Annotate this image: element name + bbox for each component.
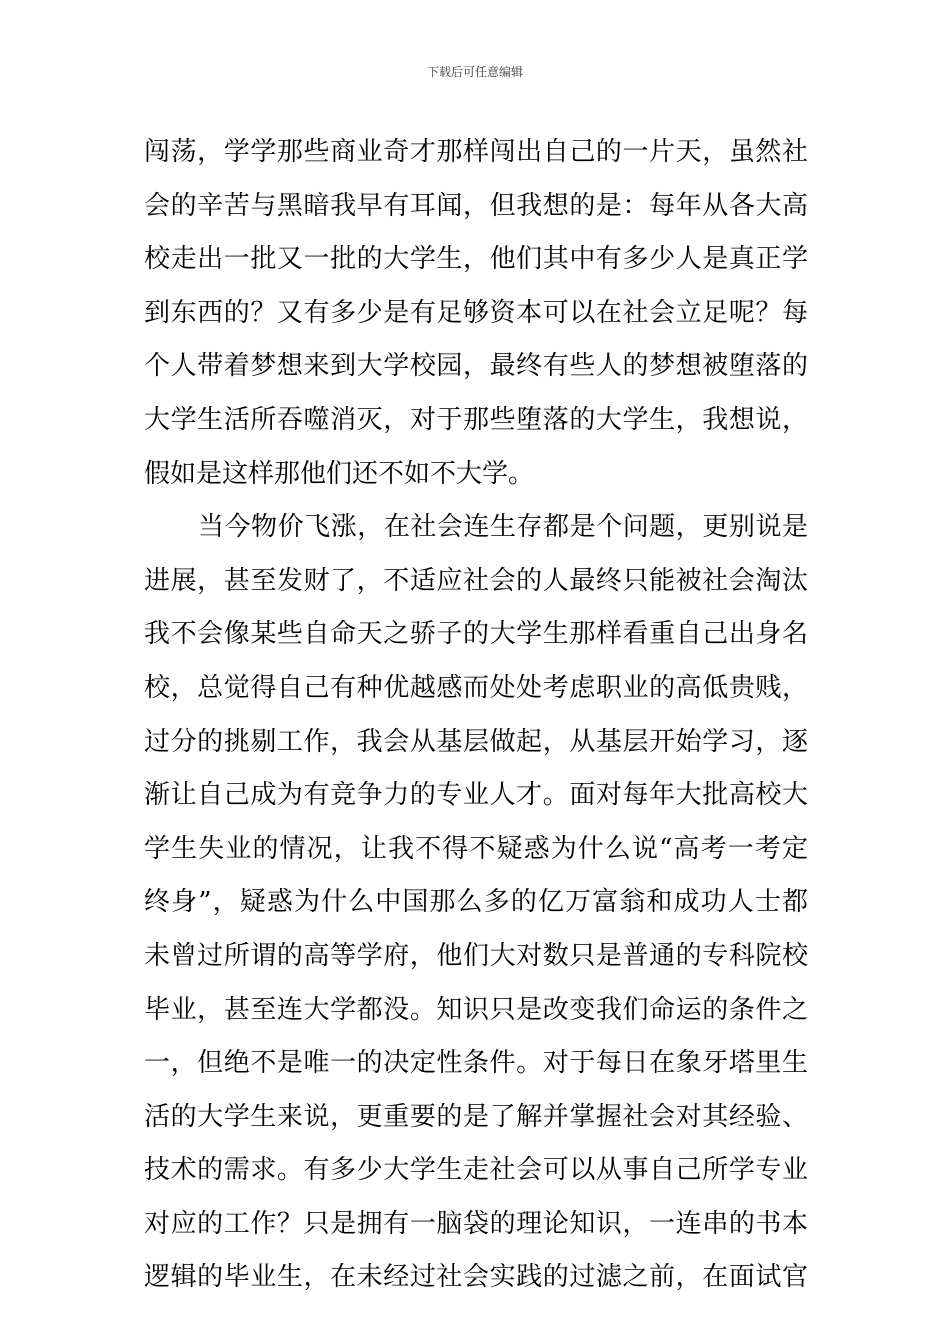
text-line: 未曾过所谓的高等学府，他们大对数只是普通的专科院校 (144, 940, 808, 971)
text-line: 过分的挑剔工作，我会从基层做起，从基层开始学习，逐 (144, 726, 808, 757)
text-line: 技术的需求。有多少大学生走社会可以从事自己所学专业 (144, 1155, 808, 1186)
text-line: 毕业，甚至连大学都没。知识只是改变我们命运的条件之 (144, 994, 808, 1025)
text-line: 活的大学生来说，更重要的是了解并掌握社会对其经验、 (144, 1101, 808, 1132)
text-line: 渐让自己成为有竞争力的专业人才。面对每年大批高校大 (144, 780, 808, 811)
text-line: 学生失业的情况，让我不得不疑惑为什么说“高考一考定 (144, 833, 808, 864)
paragraph-end-line: 假如是这样那他们还不如不大学。 (144, 458, 535, 489)
text-line: 闯荡，学学那些商业奇才那样闯出自己的一片天，虽然社 (144, 137, 808, 167)
text-line: 校，总觉得自己有种优越感而处处考虑职业的高低贵贱， (144, 672, 808, 703)
text-line: 逻辑的毕业生，在未经过社会实践的过滤之前，在面试官 (144, 1262, 808, 1293)
text-line: 进展，甚至发财了，不适应社会的人最终只能被社会淘汰 (144, 565, 808, 596)
text-line: 校走出一批又一批的大学生，他们其中有多少人是真正学 (144, 244, 808, 275)
paragraph-start-line: 当今物价飞涨，在社会连生存都是个问题，更别说是 (198, 512, 808, 543)
text-line: 终身”，疑惑为什么中国那么多的亿万富翁和成功人士都 (144, 887, 808, 918)
body-text (144, 126, 808, 1305)
text-line: 一，但绝不是唯一的决定性条件。对于每日在象牙塔里生 (144, 1048, 808, 1079)
text-line: 大学生活所吞噬消灭，对于那些堕落的大学生，我想说， (144, 404, 808, 435)
header-note: 下载后可任意编辑 (426, 65, 523, 79)
text-line: 到东西的？又有多少是有足够资本可以在社会立足呢？每 (144, 297, 808, 328)
text-line: 个人带着梦想来到大学校园，最终有些人的梦想被堕落的 (144, 351, 808, 382)
text-line: 会的辛苦与黑暗我早有耳闻，但我想的是：每年从各大高 (144, 190, 808, 221)
text-line: 我不会像某些自命天之骄子的大学生那样看重自己出身名 (144, 619, 808, 650)
text-line: 对应的工作？只是拥有一脑袋的理论知识，一连串的书本 (144, 1208, 808, 1239)
